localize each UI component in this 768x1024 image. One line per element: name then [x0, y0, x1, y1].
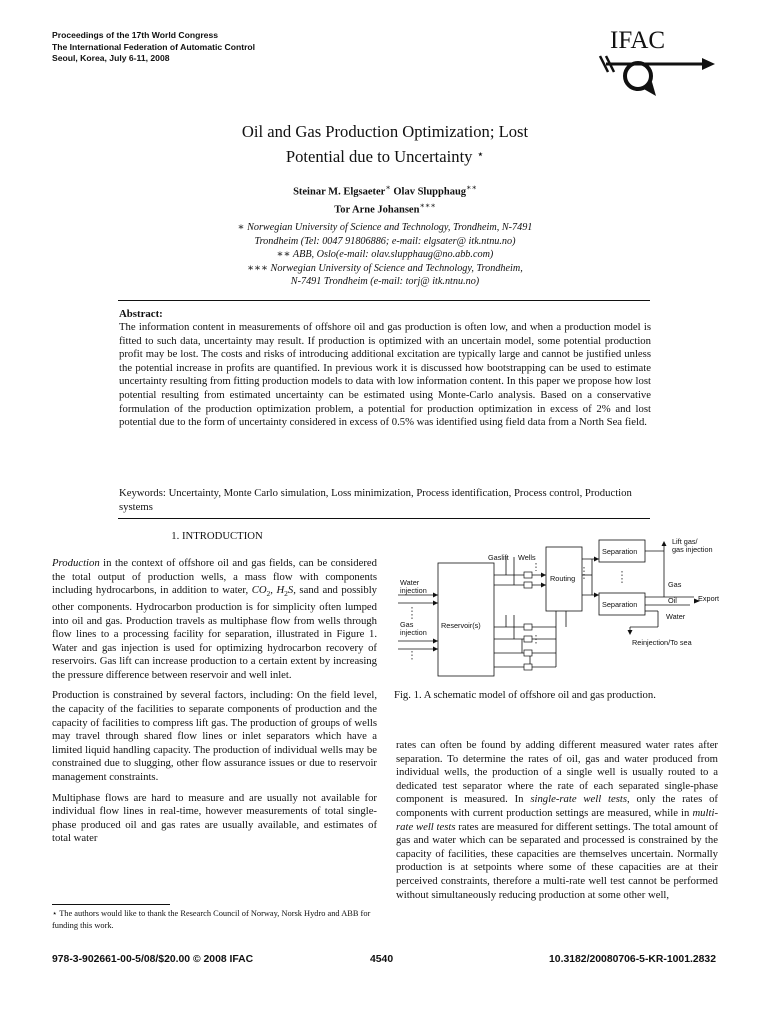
paragraph-text: , only the rates of components with current production settings are measured, while in	[396, 793, 718, 819]
left-column	[52, 557, 377, 853]
formula: CO	[251, 584, 267, 597]
footnote-rule	[52, 904, 170, 905]
emphasis: single-rate well tests	[530, 793, 628, 806]
figure-label: Reservoir(s)	[441, 621, 481, 630]
figure-schematic	[394, 535, 720, 685]
title-footnote-mark: ⋆	[476, 147, 485, 161]
author-mark: ∗∗	[466, 183, 477, 192]
figure-label: Reinjection/To sea	[632, 638, 692, 647]
figure-label: Lift gas/	[672, 537, 698, 546]
footer-isbn: 978-3-902661-00-5/08/$20.00 © 2008 IFAC	[52, 954, 254, 965]
affiliation-line: N-7491 Trondheim (e-mail: torj@ itk.ntnu.no)	[290, 276, 480, 288]
footer-doi: 10.3182/20080706-5-KR-1001.2832	[549, 954, 716, 965]
figure-label: Separation	[602, 547, 638, 556]
formula-subscript: 2	[266, 589, 271, 599]
figure-label: injection	[400, 628, 427, 637]
proceedings-line: Proceedings of the 17th World Congress	[52, 30, 219, 40]
author-mark: ∗∗∗	[419, 200, 436, 210]
abstract-top-rule	[118, 300, 650, 301]
formula: S	[287, 584, 294, 597]
footnote	[52, 908, 377, 931]
ifac-logo	[598, 22, 718, 102]
figure-label: Routing	[550, 574, 576, 583]
figure-label: Water	[666, 612, 686, 621]
affiliation-line: Trondheim (Tel: 0047 91806886; e-mail: elgsater@ itk.ntnu.no)	[254, 235, 516, 247]
figure-label: Export	[698, 594, 720, 603]
author-line	[120, 199, 650, 217]
ifac-logo-text: IFAC	[610, 27, 666, 54]
abstract-bottom-rule	[118, 518, 650, 519]
figure-label: Water	[400, 578, 420, 587]
affiliation-line: ∗∗ ABB, Oslo(e-mail: olav.slupphaug@no.abb.com)	[276, 249, 494, 261]
paragraph-text: , sand and possibly other components. Hydrocarbon production is for simplicity often lumped into oil and gas. Production travels as multiphase flow from wells through flow lines to a processing facility for separation, illustrated in Figure 1. Water and gas injection is used for optimizing hydrocarbon recovery of reservoirs. Gas lift can increase production to a certain extent by increasing the pressure difference between reservoir and well inlet.	[52, 584, 378, 681]
section-heading: 1. INTRODUCTION	[171, 530, 263, 542]
author-mark: ∗	[385, 183, 391, 192]
abstract-text: The information content in measurements of offshore oil and gas production is often low, and when a production model is fitted to such data, uncertainty may result. If production is optimized with an uncertain model, some potential production profit may be lost. The costs and risks of introducing additional excitation are typically large and cannot be justified unless the potential increase in profits are quantified. In previous work it is discussed how bootstrapping can be used to estimate uncertainty resulting from fitting production models to data with low information content. In this paper we propose how lost potential resulting from estimated uncertainty can be estimated using Monte-Carlo analysis. Based on a conservative formulation of the production optimization problem, a potential for production optimization in excess of 2% and lost potential due to the form of uncertainty considered in excess of 0.5% was identified using field data from a North Sea field.	[119, 321, 651, 429]
figure-caption-text: Fig. 1. A schematic model of offshore oil and gas production.	[394, 689, 656, 701]
paragraph-text: rates are measured for different settings. The total amount of gas and water which can be separated and processed is constrained by the capacity of facilities, these capacities are themselves uncertain. Normally production is at setpoints where some of these capacities are at their perceived constraints, therefore a multi-rate well test cannot be performed without simultaneously reducing production at some other well,	[396, 820, 719, 901]
paragraph	[396, 739, 718, 902]
title-text: Potential due to Uncertainty	[285, 147, 473, 166]
right-column	[396, 739, 718, 909]
paragraph	[52, 557, 377, 682]
proceedings-header	[52, 30, 255, 65]
affiliation-line: ∗ Norwegian University of Science and Technology, Trondheim, N-7491	[237, 222, 533, 233]
formula-subscript: 2	[284, 589, 288, 599]
emphasis: multi-rate well tests	[396, 806, 718, 833]
affiliations	[120, 221, 650, 289]
authors	[120, 181, 650, 216]
proceedings-line: Seoul, Korea, July 6-11, 2008	[52, 53, 170, 63]
author-name: Tor Arne Johansen	[334, 204, 420, 215]
author-line	[120, 181, 650, 199]
figure-label: Gaslift	[488, 553, 509, 562]
title-line	[120, 143, 650, 168]
footnote-text: The authors would like to thank the Research Council of Norway, Norsk Hydro and ABB for funding this work.	[52, 909, 371, 930]
figure-label: Gas	[668, 580, 682, 589]
figure-label: Oil	[668, 596, 677, 605]
paragraph: Multiphase flows are hard to measure and are usually not available for individual flow lines in real-time, however measurements of total single-phase produced oil and gas rates are usually available, and estimates of total water	[52, 791, 377, 845]
figure-label: Separation	[602, 600, 638, 609]
figure-label: gas injection	[672, 545, 713, 554]
figure-label: Gas	[400, 620, 414, 629]
proceedings-line: The International Federation of Automatic Control	[52, 41, 256, 52]
author-name: Olav Slupphaug	[393, 186, 467, 198]
figure-label: injection	[400, 586, 427, 595]
paper-title	[120, 121, 650, 168]
emphasis: Production	[52, 557, 100, 569]
title-line: Oil and Gas Production Optimization; Lost	[241, 122, 529, 141]
paragraph-text: in the context of offshore oil and gas fields, can be considered the total output of production wells, a mass flow with components including hydrocarbons, in addition to water,	[52, 557, 377, 597]
affiliation-line: ∗∗∗ Norwegian University of Science and Technology, Trondheim,	[247, 262, 523, 274]
formula: H	[276, 584, 285, 597]
paragraph-text: ,	[270, 584, 277, 597]
paragraph: Production is constrained by several factors, including: On the field level, the capacity of the facilities to separate components of production and the capacity of facilities to compress lift gas. The production of groups of wells may travel through shared flow lines or inlet separators which have a limited liquid handling capacity. The production of individual wells may be constrained due to slugging, other flow assurance issues or due to reservoir management constraints.	[52, 689, 377, 784]
footnote-mark: ⋆	[52, 909, 58, 918]
figure-label: Wells	[518, 553, 536, 562]
footer-page-number: 4540	[370, 954, 394, 965]
paragraph-text: rates can often be found by adding different measured water rates after separation. To determine the rates of oil, gas and water produced from individual wells, the production of a single well is usually routed to a dedicated test separator where the rate of each separated single-phase component is measured. In	[396, 739, 718, 806]
figure-caption	[394, 689, 718, 703]
author-name: Steinar M. Elgsaeter	[293, 186, 386, 198]
keywords: Keywords: Uncertainty, Monte Carlo simulation, Loss minimization, Process identification, Process control, Production systems	[119, 487, 632, 513]
abstract-heading: Abstract:	[119, 308, 163, 320]
